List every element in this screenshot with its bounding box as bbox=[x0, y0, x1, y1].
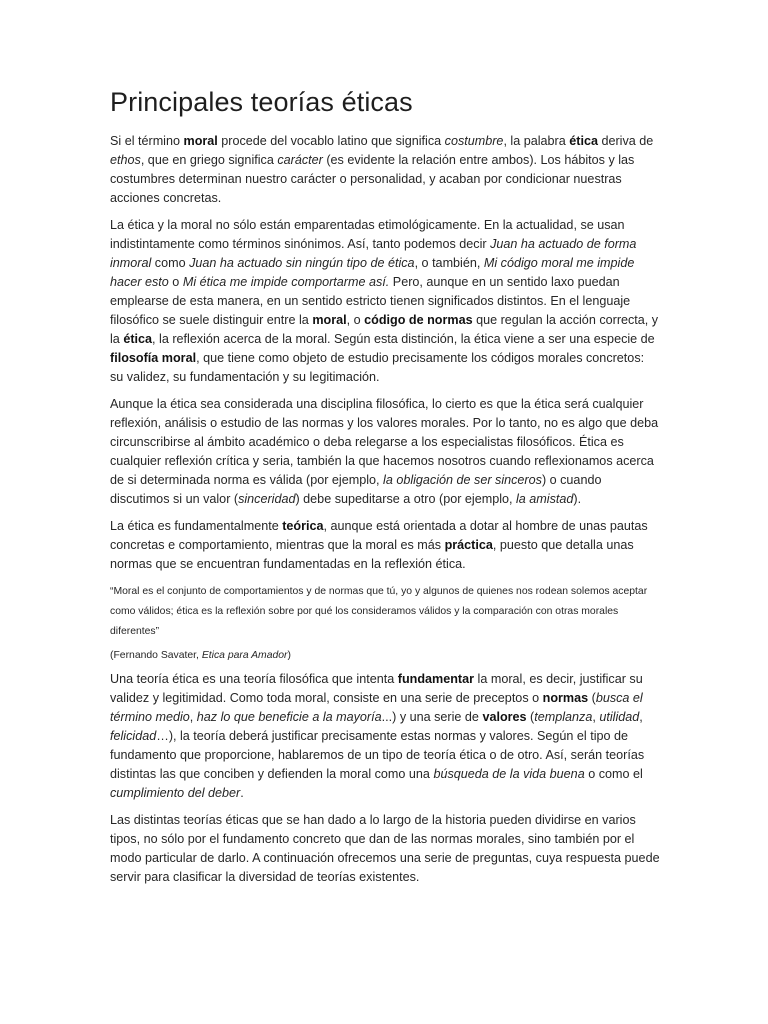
text-run: La ética es fundamentalmente bbox=[110, 519, 283, 533]
italic-text: costumbre bbox=[444, 134, 504, 148]
text-run: la moral, es decir, justificar su validez y legitimidad. Como toda moral, consiste en una serie de preceptos o bbox=[110, 672, 643, 705]
text-run: (Fernando Savater, bbox=[110, 650, 202, 661]
text-run: deriva de bbox=[597, 134, 654, 148]
text-run: , bbox=[639, 710, 643, 724]
paragraph bbox=[110, 132, 660, 208]
quote-citation bbox=[110, 648, 660, 664]
italic-text: busca el término medio bbox=[110, 691, 643, 724]
page-title: Principales teorías éticas bbox=[110, 87, 413, 117]
italic-text: Etica para Amador bbox=[201, 650, 288, 661]
text-run: , bbox=[592, 710, 600, 724]
paragraph bbox=[110, 670, 660, 803]
bold-term: moral bbox=[183, 134, 218, 148]
text-run: (es evidente la relación entre ambos). Los hábitos y las costumbres determinan nuestro carácter o personalidad, y acaban por condicionar nuestras acciones concretas. bbox=[110, 153, 635, 205]
text-run: como bbox=[151, 256, 190, 270]
text-run: , o bbox=[346, 313, 365, 327]
italic-text: la amistad bbox=[516, 492, 574, 506]
text-run: , bbox=[189, 710, 197, 724]
bold-term: filosofía moral bbox=[110, 351, 197, 365]
italic-text: Mi código moral me impide hacer esto bbox=[110, 256, 635, 289]
italic-text: Mi ética me impide comportarme así. bbox=[182, 275, 390, 289]
italic-text: ethos bbox=[110, 153, 141, 167]
italic-text: felicidad bbox=[110, 729, 157, 743]
text-run: o bbox=[168, 275, 183, 289]
paragraph bbox=[110, 811, 660, 887]
italic-text: carácter bbox=[277, 153, 323, 167]
bold-term: valores bbox=[482, 710, 527, 724]
text-run: Pero, aunque en un sentido laxo puedan emplearse de esta manera, en un sentido estricto tienen significados distintos. En el lenguaje filosófico se suele distinguir entre la bbox=[110, 275, 631, 327]
italic-text: sinceridad bbox=[238, 492, 296, 506]
bold-term: teórica bbox=[282, 519, 324, 533]
text-run: Las distintas teorías éticas que se han dado a lo largo de la historia pueden dividirse en varios tipos, no sólo por el fundamento concreto que dan de las normas morales, sino también por el modo particular de darlo. A continuación ofrecemos una serie de preguntas, cuya respuesta puede servir para clasificar la diversidad de teorías existentes. bbox=[110, 813, 660, 884]
paragraph bbox=[110, 216, 660, 387]
text-run: ( bbox=[588, 691, 596, 705]
text-run: procede del vocablo latino que significa bbox=[217, 134, 445, 148]
text-run: , la reflexión acerca de la moral. Según esta distinción, la ética viene a ser una especie de bbox=[152, 332, 655, 346]
text-run: , la palabra bbox=[503, 134, 570, 148]
italic-text: cumplimiento del deber bbox=[110, 786, 241, 800]
italic-text: haz lo que beneficie a la mayoría bbox=[196, 710, 382, 724]
text-run: ) bbox=[287, 650, 291, 661]
text-run: Una teoría ética es una teoría filosófica que intenta bbox=[110, 672, 398, 686]
bold-term: práctica bbox=[444, 538, 493, 552]
italic-text: búsqueda de la vida buena bbox=[433, 767, 585, 781]
bold-term: ética bbox=[569, 134, 598, 148]
text-run: ). bbox=[573, 492, 582, 506]
text-run: , aunque está orientada a dotar al hombre de unas pautas concretas e comportamiento, mientras que la moral es más bbox=[110, 519, 648, 552]
text-run: , o también, bbox=[414, 256, 484, 270]
bold-term: código de normas bbox=[364, 313, 473, 327]
text-run: ) o cuando discutimos si un valor ( bbox=[110, 473, 602, 506]
italic-text: Juan ha actuado sin ningún tipo de ética bbox=[189, 256, 415, 270]
italic-text: la obligación de ser sinceros bbox=[383, 473, 542, 487]
text-run: Si el término bbox=[110, 134, 184, 148]
text-run: ( bbox=[526, 710, 535, 724]
italic-text: templanza bbox=[534, 710, 593, 724]
text-run: “Moral es el conjunto de comportamientos y de normas que tú, yo y algunos de quienes nos rodean solemos aceptar como válidos; ética es la reflexión sobre por qué los consideramos válidos y la comparación con otras morales diferentes” bbox=[110, 586, 648, 637]
text-run: . bbox=[240, 786, 244, 800]
text-run: ) debe supeditarse a otro (por ejemplo, bbox=[295, 492, 516, 506]
bold-term: moral bbox=[312, 313, 347, 327]
italic-text: utilidad bbox=[599, 710, 640, 724]
text-run: o como el bbox=[584, 767, 643, 781]
text-run: …), la teoría deberá justificar precisamente estas normas y valores. Según el tipo de fundamento que proporcione, hablaremos de un tipo de teoría ética o de otro. Así, serán teorías distintas las que conciben y defienden la moral como una bbox=[110, 729, 645, 781]
bold-term: fundamentar bbox=[397, 672, 475, 686]
text-run: ...) y una serie de bbox=[381, 710, 483, 724]
italic-text: Juan ha actuado de forma inmoral bbox=[110, 237, 637, 270]
document-body bbox=[110, 132, 660, 887]
block-quote bbox=[110, 582, 660, 642]
document-page bbox=[110, 86, 660, 895]
text-run: que regulan la acción correcta, y la bbox=[110, 313, 659, 346]
text-run: , que en griego significa bbox=[140, 153, 278, 167]
paragraph bbox=[110, 395, 660, 509]
bold-term: normas bbox=[542, 691, 589, 705]
text-run: Aunque la ética sea considerada una disciplina filosófica, lo cierto es que la ética será cualquier reflexión, análisis o estudio de las normas y los valores morales. Por lo tanto, no es algo que deba circunscribirse al ámbito académico o deba relegarse a los especialistas filosóficos. Ética es cualquier reflexión crítica y seria, también la que hacemos nosotros cuando reflexionamos acerca de si determinada norma es válida (por ejemplo, bbox=[110, 397, 659, 487]
text-run: La ética y la moral no sólo están emparentadas etimológicamente. En la actualidad, se usan indistintamente como términos sinónimos. Así, tanto podemos decir bbox=[110, 218, 625, 251]
text-run: , que tiene como objeto de estudio precisamente los códigos morales concretos: su validez, su fundamentación y su legitimación. bbox=[110, 351, 645, 384]
paragraph bbox=[110, 517, 660, 574]
bold-term: ética bbox=[123, 332, 153, 346]
text-run: , puesto que detalla unas normas que se encuentran fundamentadas en la reflexión ética. bbox=[110, 538, 634, 571]
